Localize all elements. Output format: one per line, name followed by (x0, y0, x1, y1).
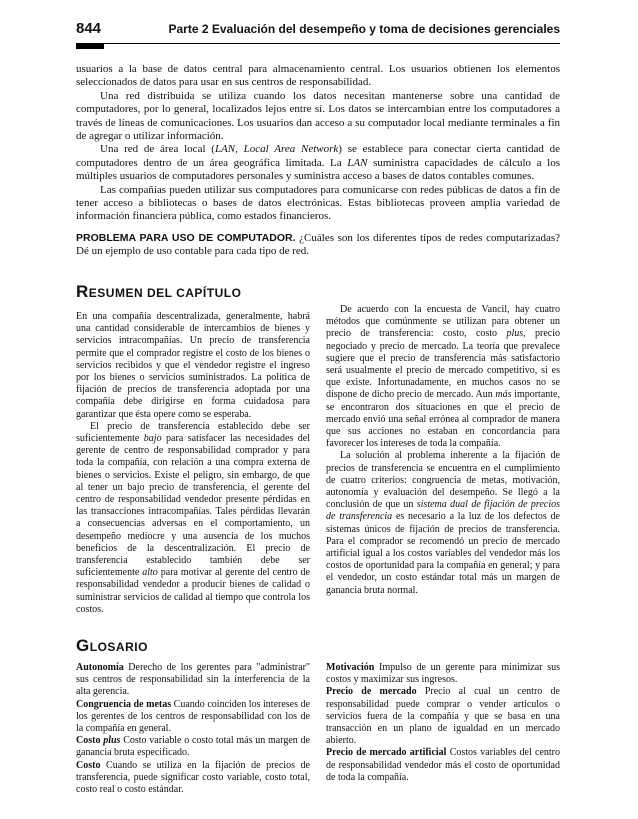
paragraph: Una red de área local (LAN, Local Area Network) se establece para conectar cierta cantidad de computadores dentro de un área geográfica limitada. La LAN suministra capacidades de cálculo a los múltiples usuarios de computadores personales y suministra acceso a bases de datos contables comunes. (76, 143, 560, 183)
paragraph: Las compañías pueden utilizar sus computadores para comunicarse con redes públicas de datos a fin de tener acceso a bibliotecas o bases de datos electrónicas. Estas bibliotecas proveen amplia variedad de información financiera pública, como estados financieros. (76, 183, 560, 223)
paragraph: La solución al problema inherente a la fijación de precios de transferencia se encuentra en el cumplimiento de cuatro criterios: congruencia de metas, motivación, autonomía y evaluación del desempeño. Se llegó a la conclusión de que un sistema dual de fijación de precios de transferencia es necesario a la luz de los defectos de sistemas únicos de fijación de precios de transferencia. Para el comprador se recomendó un precio de mercado artificial igual a los costos variables del vendedor más los costos de oportunidad para la compañía en general; y para el vendedor, un costo estándar total más un margen de ganancia bruta normal. (326, 450, 560, 596)
problem-label: PROBLEMA PARA USO DE COMPUTADOR. (76, 231, 296, 244)
glossary-right-column (326, 662, 560, 784)
glossary-entry: Costo Cuando se utiliza en la fijación de precios de transferencia, puede significar costo variable, costo total, costo real o costo estándar. (76, 759, 310, 796)
body-text (76, 63, 560, 259)
glossary-entry: Motivación Impulso de un gerente para minimizar sus costos y maximizar sus ingresos. (326, 662, 560, 686)
summary-right-column (326, 304, 560, 597)
glossary-entry: Precio de mercado Precio al cual un centro de responsabilidad puede comprar o vender artículos o servicios fuera de la compañía y que se basa en una transacción en un plano de igualdad en un mercado abierto. (326, 686, 560, 747)
paragraph: De acuerdo con la encuesta de Vancil, hay cuatro métodos que comúnmente se utilizan para obtener un precio de transferencia: costo, costo plus, precio negociado y precio de mercado. La teoría que prevalece sugiere que el precio de transferencia más satisfactorio será usualmente el precio de mercado competitivo, si es que existe. Infortunadamente, en muchos casos no se dispone de dicho precio de mercado. Aun más importante, se encontraron dos situaciones en que el precio de mercado envió una señal errónea al comprador de manera que sus acciones no estaban en concordancia para favorecer los intereses de toda la compañía. (326, 304, 560, 450)
page-number: 844 (76, 20, 102, 37)
computer-problem: PROBLEMA PARA USO DE COMPUTADOR. ¿Cuáles son los diferentes tipos de redes computarizadas? Dé un ejemplo de uso contable para cada tipo de red. (76, 231, 560, 258)
header-rule-block (76, 43, 104, 49)
paragraph: El precio de transferencia establecido debe ser suficientemente bajo para satisfacer las necesidades del gerente de centro de responsabilidad comprador y para toda la compañía, con relación a una compra externa de bienes o servicios. Existe el peligro, sin embargo, de que al tener un bajo precio de transferencia, el gerente del centro de responsabilidad vendedor presente pérdidas en las transacciones intracompañías. Tales pérdidas llevarán a consecuencias adversas en el comportamiento, un desempeño mediocre y una ausencia de los muchos beneficios de la descentralización. El precio de transferencia establecido también debe ser suficientemente alto para motivar al gerente del centro de responsabilidad vendedor a producir bienes de calidad o suministrar servicios de calidad al tiempo que controla los costos. (76, 420, 311, 615)
running-head: Parte 2 Evaluación del desempeño y toma de decisiones gerenciales (168, 22, 560, 36)
glossary-entry: Autonomía Derecho de los gerentes para "administrar" sus centros de responsabilidad sin la interferencia de la alta gerencia. (76, 662, 310, 698)
header-rule (76, 43, 560, 44)
glossary-entry: Precio de mercado artificial Costos variables del centro de responsabilidad vendedor más el costo de oportunidad de toda la compañía. (326, 747, 561, 783)
paragraph: usuarios a la base de datos central para almacenamiento central. Los usuarios obtienen los elementos seleccionados de datos para usar en sus centros de responsabilidad. (76, 63, 560, 89)
summary-left-column (76, 311, 310, 616)
paragraph: En una compañía descentralizada, generalmente, habrá una cantidad considerable de intercambios de bienes y servicios intracompañías. Un precio de transferencia permite que el comprador registre el costo de los bienes o servicios recibidos y que el vendedor registre el ingreso por los bienes o servicios suministrados. La política de fijación de precios de transferencia adoptada por una compañía debe dirigirse en forma cuidadosa para garantizar que ésta opere como se esperaba. (76, 311, 310, 420)
glossary-left-column (76, 662, 310, 796)
glossary-entry: Costo plus Costo variable o costo total más un margen de ganancia bruta especificado. (76, 735, 310, 759)
page-header (76, 20, 560, 42)
paragraph: Una red distribuida se utiliza cuando los datos necesitan mantenerse sobre una cantidad de computadores, por lo general, localizados lejos entre sí. Los datos se intercambian entre los computadores a través de líneas de comunicaciones. Los usuarios dan acceso a su computador local mediante terminales a fin de agregar o utilizar información. (76, 89, 560, 143)
glossary-entry: Congruencia de metas Cuando coinciden los intereses de los gerentes de los centros de responsabilidad con los de la compañía en general. (76, 698, 311, 735)
section-title-summary: RESUMEN DEL CAPÍTULO (76, 282, 242, 301)
section-title-glossary: GLOSARIO (76, 636, 148, 655)
